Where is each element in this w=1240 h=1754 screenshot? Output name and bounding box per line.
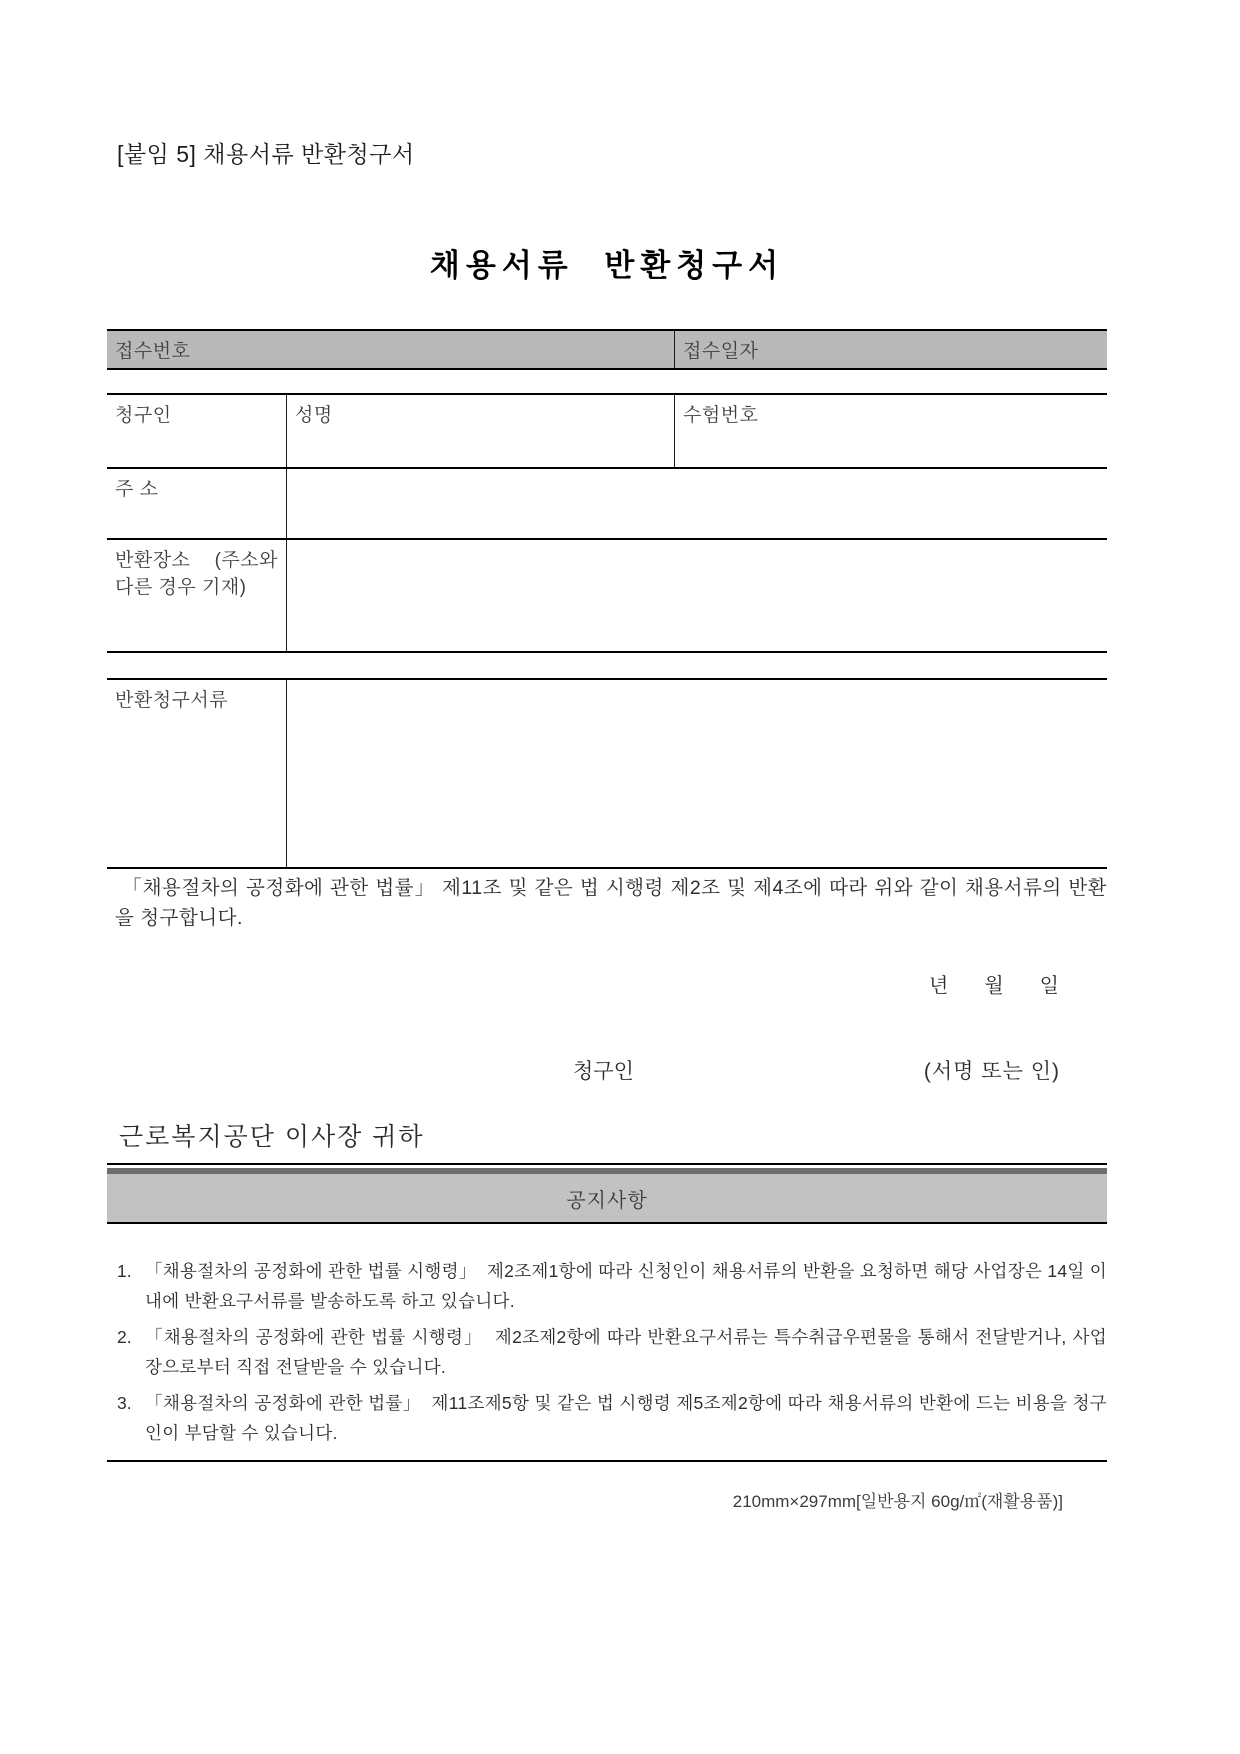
paper-spec-label: 210mm×297mm[일반용지 60g/㎡(재활용품)] bbox=[732, 1492, 1063, 1511]
notice-header-label: 공지사항 bbox=[107, 1174, 1107, 1222]
declaration-text: 「채용절차의 공정화에 관한 법률」 제11조 및 같은 법 시행령 제2조 및 제4조에 따라 위와 같이 채용서류의 반환을 청구합니다. bbox=[115, 877, 1107, 929]
month-label: 월 bbox=[984, 975, 1004, 997]
address-label: 주 소 bbox=[115, 479, 159, 500]
claimant-label-cell bbox=[107, 395, 287, 467]
claimant-section bbox=[107, 393, 1107, 653]
exam-number-label: 수험번호 bbox=[683, 405, 759, 426]
attachment-label: [붙임 5] 채용서류 반환청구서 bbox=[117, 141, 415, 167]
receipt-header-row bbox=[107, 329, 1107, 370]
receipt-date-cell bbox=[675, 331, 1107, 368]
return-place-row bbox=[107, 540, 1107, 653]
notice-item-number: 2. bbox=[117, 1327, 132, 1347]
notice-item bbox=[107, 1388, 1107, 1448]
return-documents-value[interactable] bbox=[287, 680, 1107, 867]
signer-line bbox=[107, 1055, 1107, 1085]
notice-item-number: 3. bbox=[117, 1393, 132, 1413]
claimant-label: 청구인 bbox=[115, 405, 172, 426]
name-cell bbox=[287, 395, 675, 467]
claimant-row bbox=[107, 395, 1107, 469]
notice-item bbox=[107, 1322, 1107, 1382]
receipt-number-cell bbox=[107, 331, 675, 368]
return-documents-section bbox=[107, 678, 1107, 869]
form-title: 채용서류 반환청구서 bbox=[429, 248, 785, 283]
notice-item-number: 1. bbox=[117, 1261, 132, 1281]
date-line bbox=[107, 971, 1107, 1001]
address-value[interactable] bbox=[287, 469, 1107, 538]
address-row bbox=[107, 469, 1107, 540]
return-place-label-cell bbox=[107, 540, 287, 651]
address-label-cell bbox=[107, 469, 287, 538]
day-label: 일 bbox=[1039, 975, 1059, 997]
return-documents-label-cell bbox=[107, 680, 287, 867]
exam-number-cell bbox=[675, 395, 1107, 467]
notice-header-bar bbox=[107, 1163, 1107, 1224]
receipt-date-label: 접수일자 bbox=[683, 341, 759, 362]
name-label: 성명 bbox=[295, 405, 333, 426]
notice-item-text: 「채용절차의 공정화에 관한 법률 시행령」 제2조제2항에 따라 반환요구서류는 특수취급우편물을 통해서 전달받거나, 사업장으로부터 직접 전달받을 수 있습니다. bbox=[145, 1327, 1107, 1377]
notice-item-text: 「채용절차의 공정화에 관한 법률 시행령」 제2조제1항에 따라 신청인이 채용서류의 반환을 요청하면 해당 사업장은 14일 이내에 반환요구서류를 발송하도록 하고 있습니다. bbox=[145, 1261, 1107, 1311]
notice-list bbox=[107, 1256, 1107, 1448]
receipt-number-label: 접수번호 bbox=[115, 341, 191, 362]
recipient-line: 근로복지공단 이사장 귀하 bbox=[119, 1123, 425, 1151]
footer-divider bbox=[107, 1460, 1107, 1462]
notice-item bbox=[107, 1256, 1107, 1316]
notice-item-text: 「채용절차의 공정화에 관한 법률」 제11조제5항 및 같은 법 시행령 제5조제2항에 따라 채용서류의 반환에 드는 비용을 청구인이 부담할 수 있습니다. bbox=[145, 1393, 1107, 1443]
return-place-label: 반환장소 (주소와 다른 경우 기재) bbox=[115, 550, 278, 598]
signature-note: (서명 또는 인) bbox=[923, 1060, 1060, 1083]
signer-claimant-label: 청구인 bbox=[573, 1060, 634, 1083]
return-place-value[interactable] bbox=[287, 540, 1107, 651]
return-documents-label: 반환청구서류 bbox=[115, 690, 229, 711]
year-label: 년 bbox=[929, 975, 949, 997]
